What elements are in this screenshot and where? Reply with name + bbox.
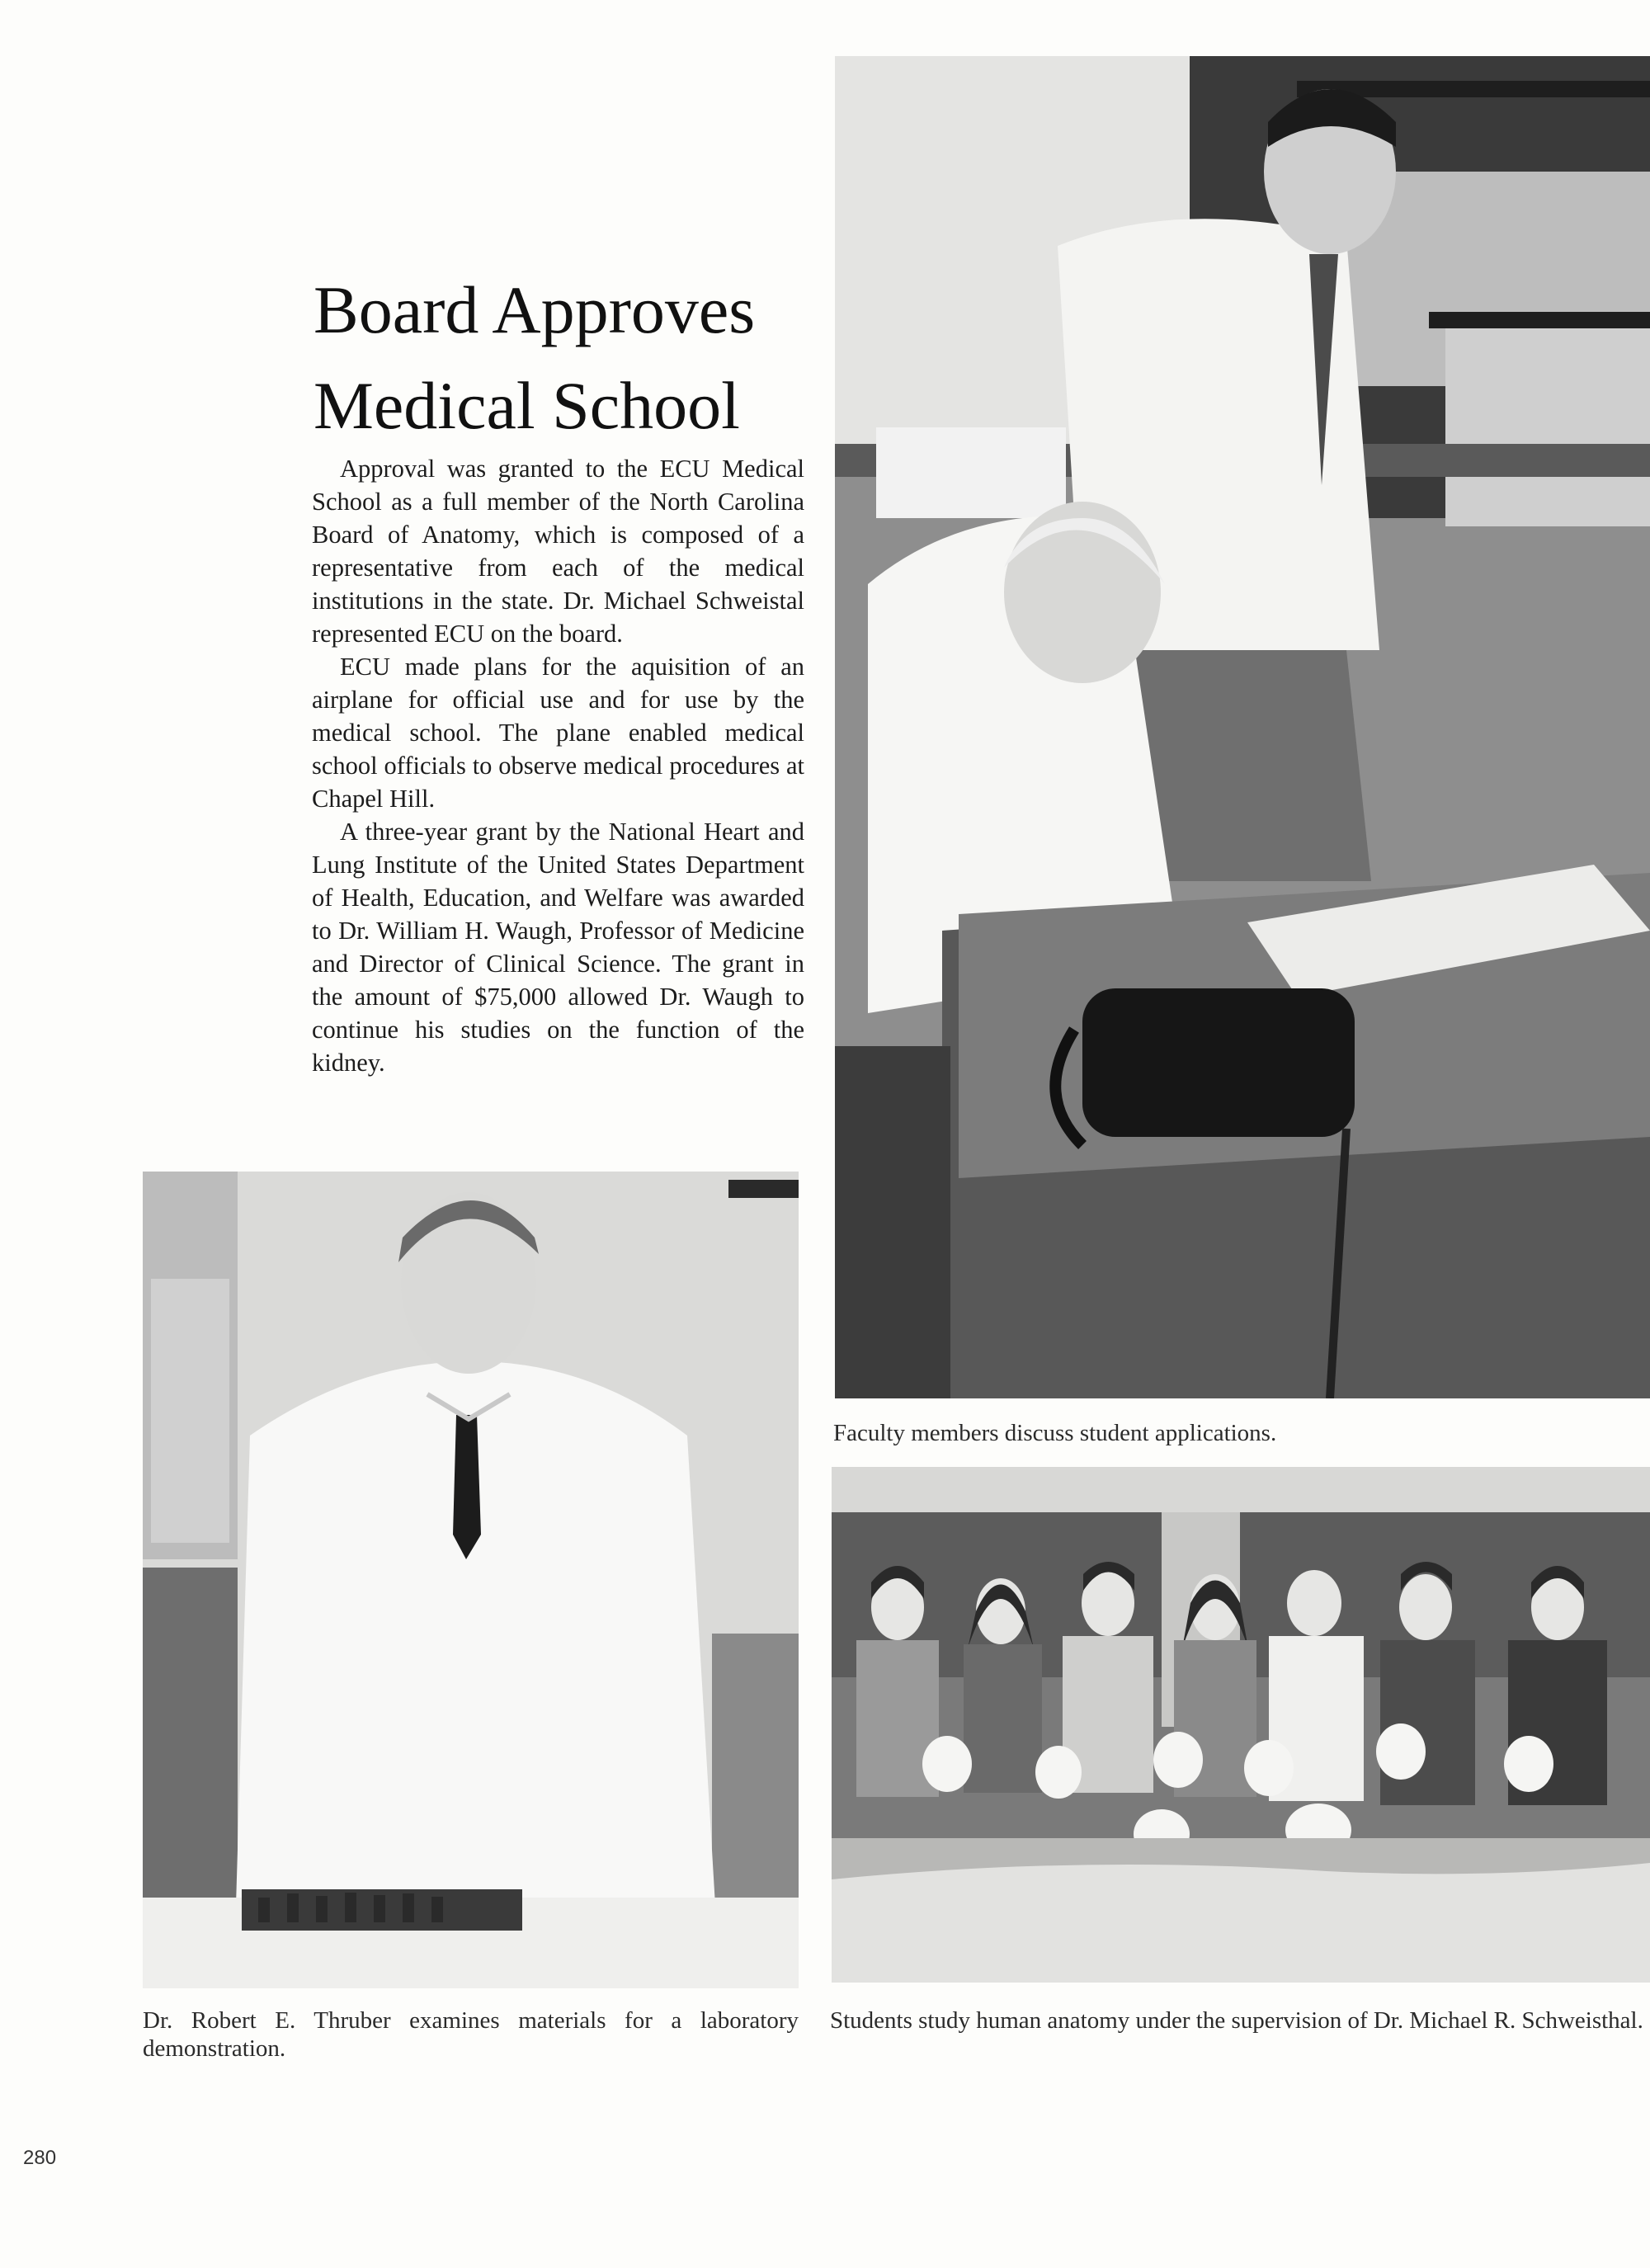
students-photo-caption: Students study human anatomy under the supervision of Dr. Michael R. Schweisthal. xyxy=(830,2007,1643,2034)
article-body xyxy=(312,452,804,1079)
faculty-photo-caption: Faculty members discuss student applications. xyxy=(833,1420,1277,1446)
article-headline xyxy=(314,262,825,454)
students-photo xyxy=(832,1467,1650,1983)
faculty-photo-illustration xyxy=(835,56,1650,1398)
thruber-photo xyxy=(143,1172,799,1988)
headline-line-2: Medical School xyxy=(314,368,740,443)
students-photo-illustration xyxy=(832,1467,1650,1983)
headline-line-1: Board Approves xyxy=(314,272,756,347)
article-paragraph-1: Approval was granted to the ECU Medical School as a full member of the North Carolina Board of Anatomy, which is composed of a representative from each of the medical institutions in the state. Dr. Michael Schweistal represented ECU on the board. xyxy=(312,455,804,648)
page-number: 280 xyxy=(23,2147,57,2169)
article-paragraph-3: A three-year grant by the National Heart and Lung Institute of the United States Department of Health, Education, and Welfare was awarded to Dr. William H. Waugh, Professor of Medicine and Director of Clinical Science. The grant in the amount of $75,000 allowed Dr. Waugh to continue his studies on the function of the kidney. xyxy=(312,818,804,1077)
thruber-photo-caption: Dr. Robert E. Thruber examines materials for a laboratory demonstration. xyxy=(143,2007,799,2062)
faculty-photo xyxy=(835,56,1650,1398)
thruber-photo-illustration xyxy=(143,1172,799,1988)
article-paragraph-2: ECU made plans for the aquisition of an airplane for official use and for use by the medical school. The plane enabled medical school officials to observe medical procedures at Chapel Hill. xyxy=(312,653,804,813)
